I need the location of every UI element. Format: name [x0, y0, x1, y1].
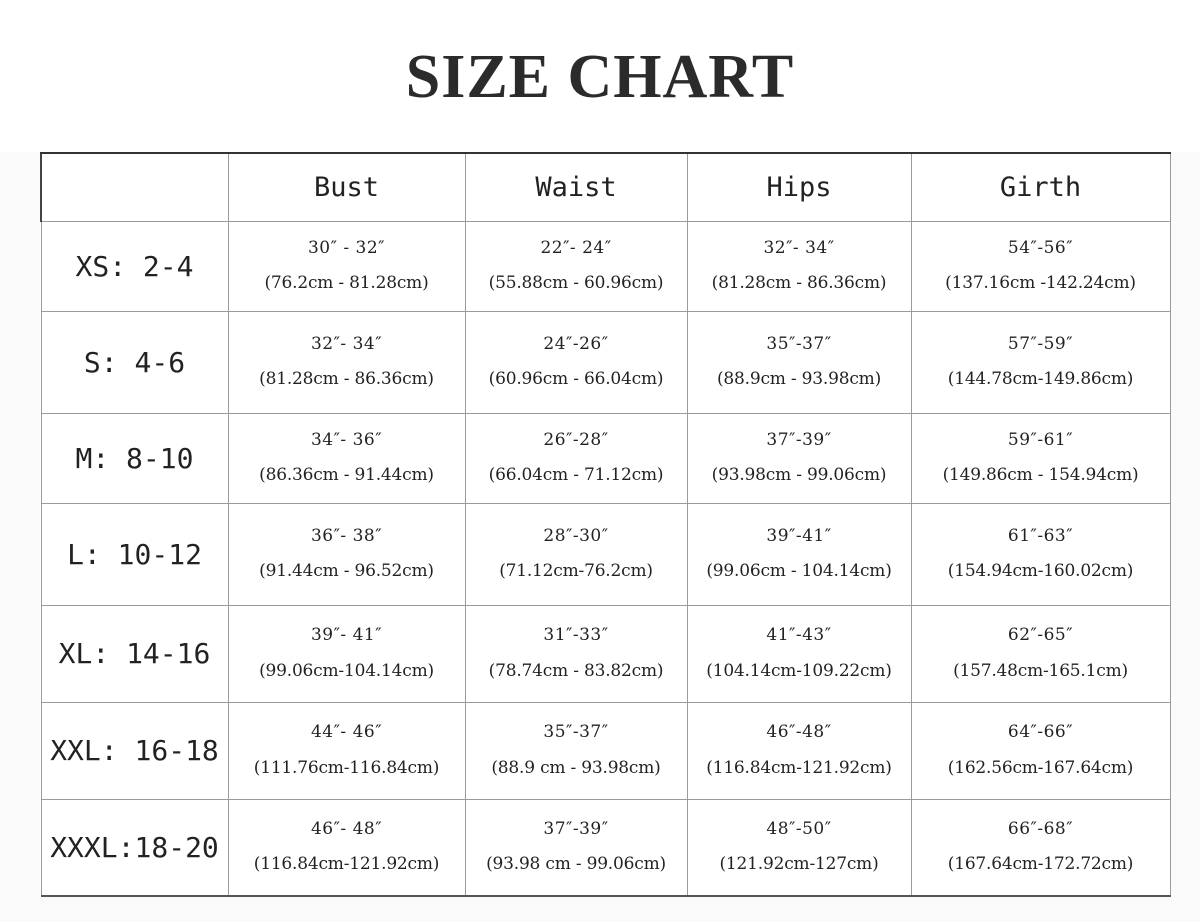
- page-title: SIZE CHART: [405, 43, 795, 111]
- cm-value: (99.06cm-104.14cm): [259, 660, 434, 681]
- waist-cell: [465, 503, 687, 605]
- girth-cell: [911, 413, 1170, 503]
- cm-value: (116.84cm-121.92cm): [253, 854, 440, 875]
- column-header-hips: Hips: [687, 153, 911, 221]
- hips-cell: [687, 702, 911, 799]
- cm-value: (55.88cm - 60.96cm): [488, 273, 664, 293]
- inch-value: 66″-68″: [1007, 819, 1074, 839]
- waist-cell: [465, 702, 687, 799]
- hips-cell: [687, 503, 911, 605]
- waist-cell: [465, 413, 687, 503]
- cm-value: (116.84cm-121.92cm): [706, 757, 892, 778]
- cm-value: (60.96cm - 66.04cm): [488, 369, 664, 389]
- size-label: L: 10-12: [41, 503, 228, 605]
- column-header-waist: Waist: [465, 153, 687, 221]
- inch-value: 22″- 24″: [540, 237, 612, 258]
- inch-value: 26″-28″: [543, 429, 609, 450]
- inch-value: 35″-37″: [766, 333, 832, 354]
- cm-value: (137.16cm -142.24cm): [945, 273, 1136, 293]
- hips-cell: [687, 605, 911, 702]
- inch-value: 34″- 36″: [310, 429, 383, 450]
- size-label: XS: 2-4: [41, 221, 228, 311]
- inch-value: 62″-65″: [1007, 625, 1074, 646]
- waist-cell: [465, 799, 687, 896]
- bust-cell: [228, 605, 465, 702]
- inch-value: 54″-56″: [1007, 237, 1074, 258]
- cm-value: (162.56cm-167.64cm): [947, 757, 1134, 778]
- cm-value: (71.12cm-76.2cm): [499, 561, 653, 581]
- cm-value: (157.48cm-165.1cm): [953, 660, 1128, 681]
- header-row: [41, 153, 1170, 221]
- cm-value: (93.98cm - 99.06cm): [711, 465, 887, 485]
- inch-value: 35″-37″: [543, 722, 609, 743]
- inch-value: 24″-26″: [543, 333, 609, 354]
- bust-cell: [228, 311, 465, 413]
- inch-value: 37″-39″: [766, 429, 832, 450]
- inch-value: 32″- 34″: [763, 237, 835, 258]
- cm-value: (111.76cm-116.84cm): [253, 757, 440, 778]
- table-row: [41, 311, 1170, 413]
- girth-cell: [911, 311, 1170, 413]
- size-label: XL: 14-16: [41, 605, 228, 702]
- cm-value: (93.98 cm - 99.06cm): [486, 854, 666, 875]
- inch-value: 59″-61″: [1007, 429, 1074, 450]
- cm-value: (88.9cm - 93.98cm): [716, 369, 882, 389]
- cm-value: (81.28cm - 86.36cm): [711, 273, 887, 293]
- table-row: [41, 503, 1170, 605]
- inch-value: 31″-33″: [543, 625, 609, 646]
- table-row: [41, 413, 1170, 503]
- cm-value: (78.74cm - 83.82cm): [488, 660, 664, 681]
- cm-value: (88.9 cm - 93.98cm): [491, 757, 661, 778]
- inch-value: 41″-43″: [766, 625, 832, 646]
- size-label: S: 4-6: [41, 311, 228, 413]
- inch-value: 30″ - 32″: [307, 237, 385, 258]
- hips-cell: [687, 799, 911, 896]
- inch-value: 64″-66″: [1007, 722, 1074, 743]
- table-row: [41, 221, 1170, 311]
- column-header-bust: Bust: [228, 153, 465, 221]
- inch-value: 37″-39″: [543, 819, 609, 839]
- cm-value: (144.78cm-149.86cm): [947, 369, 1134, 389]
- corner-cell: [41, 153, 228, 221]
- cm-value: (76.2cm - 81.28cm): [264, 273, 429, 293]
- bust-cell: [228, 221, 465, 311]
- inch-value: 46″- 48″: [310, 819, 383, 839]
- bust-cell: [228, 413, 465, 503]
- girth-cell: [911, 605, 1170, 702]
- size-label: XXL: 16-18: [41, 702, 228, 799]
- cm-value: (91.44cm - 96.52cm): [259, 561, 434, 581]
- cm-value: (154.94cm-160.02cm): [947, 561, 1134, 581]
- cm-value: (121.92cm-127cm): [719, 854, 879, 875]
- inch-value: 39″- 41″: [310, 625, 383, 646]
- girth-cell: [911, 221, 1170, 311]
- hips-cell: [687, 413, 911, 503]
- column-header-girth: Girth: [911, 153, 1170, 221]
- table-row: [41, 799, 1170, 896]
- girth-cell: [911, 503, 1170, 605]
- cm-value: (167.64cm-172.72cm): [947, 854, 1134, 875]
- inch-value: 39″-41″: [766, 525, 832, 546]
- size-label: M: 8-10: [41, 413, 228, 503]
- cm-value: (104.14cm-109.22cm): [706, 660, 892, 681]
- cm-value: (86.36cm - 91.44cm): [259, 465, 434, 485]
- cm-value: (81.28cm - 86.36cm): [259, 369, 434, 389]
- bust-cell: [228, 799, 465, 896]
- waist-cell: [465, 311, 687, 413]
- cm-value: (99.06cm - 104.14cm): [706, 561, 892, 581]
- waist-cell: [465, 221, 687, 311]
- waist-cell: [465, 605, 687, 702]
- inch-value: 44″- 46″: [310, 722, 383, 743]
- inch-value: 57″-59″: [1007, 333, 1074, 354]
- girth-cell: [911, 799, 1170, 896]
- girth-cell: [911, 702, 1170, 799]
- inch-value: 28″-30″: [543, 525, 609, 546]
- table-row: [41, 702, 1170, 799]
- hips-cell: [687, 221, 911, 311]
- cm-value: (66.04cm - 71.12cm): [488, 465, 664, 485]
- bust-cell: [228, 503, 465, 605]
- inch-value: 61″-63″: [1007, 525, 1074, 546]
- size-label: XXXL:18-20: [41, 799, 228, 896]
- size-table: [40, 152, 1171, 897]
- table-row: [41, 605, 1170, 702]
- inch-value: 32″- 34″: [310, 333, 383, 354]
- inch-value: 36″- 38″: [310, 525, 383, 546]
- inch-value: 46″-48″: [766, 722, 832, 743]
- cm-value: (149.86cm - 154.94cm): [942, 465, 1139, 485]
- inch-value: 48″-50″: [766, 819, 832, 839]
- bust-cell: [228, 702, 465, 799]
- hips-cell: [687, 311, 911, 413]
